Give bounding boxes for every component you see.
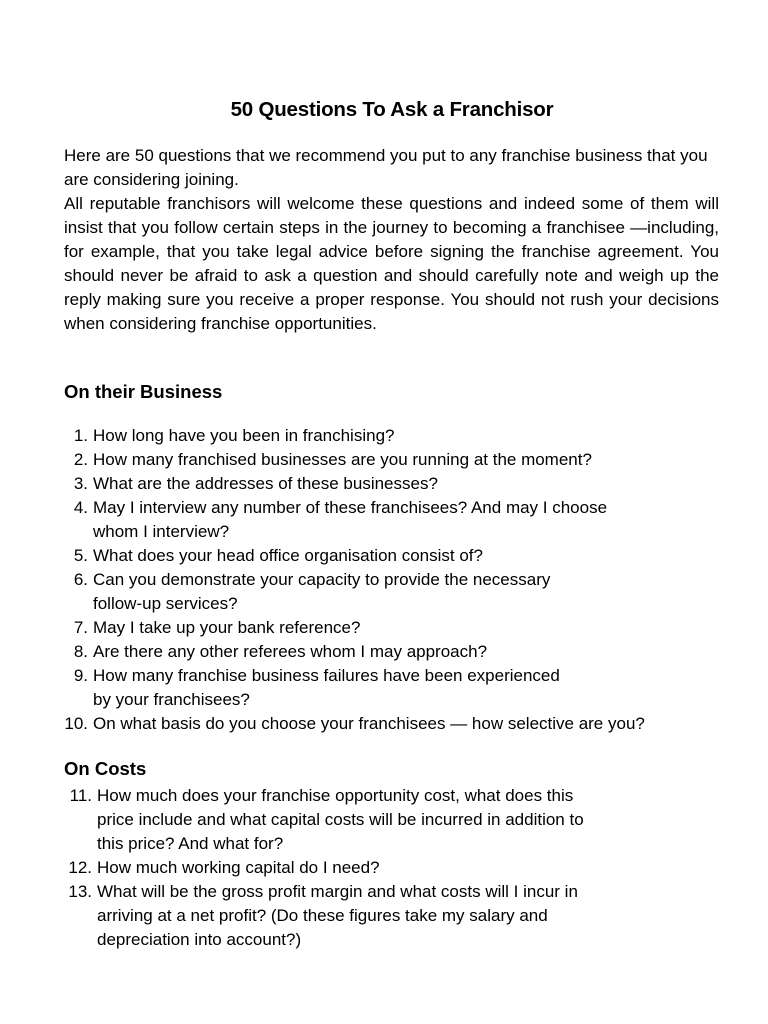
question-item xyxy=(64,544,724,568)
question-line: this price? And what for? xyxy=(97,834,284,853)
question-number: 8. xyxy=(73,642,88,661)
question-text xyxy=(93,616,724,640)
question-item xyxy=(64,448,724,472)
question-text xyxy=(93,424,724,448)
question-item xyxy=(64,424,724,448)
question-line: Are there any other referees whom I may approach? xyxy=(93,642,488,661)
question-line: arriving at a net profit? (Do these figures take my salary and xyxy=(97,906,548,925)
question-line: On what basis do you choose your franchisees — how selective are you? xyxy=(93,714,645,733)
question-text xyxy=(93,496,724,544)
question-item xyxy=(64,568,724,616)
question-number: 1. xyxy=(73,426,88,445)
page-title: 50 Questions To Ask a Franchisor xyxy=(230,98,554,121)
question-item xyxy=(64,664,724,712)
question-line: What does your head office organisation consist of? xyxy=(93,546,483,565)
question-item xyxy=(64,472,724,496)
question-item xyxy=(64,784,724,856)
question-text xyxy=(93,472,724,496)
question-line: May I take up your bank reference? xyxy=(93,618,361,637)
question-line: How long have you been in franchising? xyxy=(93,426,395,445)
question-number: 6. xyxy=(73,570,88,589)
question-number: 2. xyxy=(73,450,88,469)
question-text xyxy=(93,664,724,712)
question-line: follow-up services? xyxy=(93,594,238,613)
question-text xyxy=(97,856,724,880)
question-number: 3. xyxy=(73,474,88,493)
section-heading-costs: On Costs xyxy=(64,758,147,779)
question-line: What are the addresses of these businesses? xyxy=(93,474,438,493)
question-number: 9. xyxy=(73,666,88,685)
question-item xyxy=(64,712,724,736)
intro-text xyxy=(64,144,719,336)
section-heading-business: On their Business xyxy=(64,381,223,402)
question-item xyxy=(64,880,724,952)
question-number: 12. xyxy=(68,858,92,877)
question-line: Can you demonstrate your capacity to provide the necessary xyxy=(93,570,551,589)
question-list-costs xyxy=(64,784,724,952)
question-line: What will be the gross profit margin and what costs will I incur in xyxy=(97,882,578,901)
question-number: 5. xyxy=(73,546,88,565)
question-text xyxy=(93,712,724,736)
question-number: 4. xyxy=(73,498,88,517)
intro-paragraph-1: Here are 50 questions that we recommend you put to any franchise business that you are considering joining. xyxy=(64,146,708,189)
question-list-business xyxy=(64,424,724,736)
question-line: How much working capital do I need? xyxy=(97,858,380,877)
question-line: How many franchised businesses are you running at the moment? xyxy=(93,450,592,469)
question-number: 7. xyxy=(73,618,88,637)
question-number: 13. xyxy=(68,882,92,901)
question-line: depreciation into account?) xyxy=(97,930,302,949)
question-text xyxy=(93,568,724,616)
question-number: 11. xyxy=(69,786,92,805)
question-line: price include and what capital costs will be incurred in addition to xyxy=(97,810,584,829)
question-line: May I interview any number of these franchisees? And may I choose xyxy=(93,498,608,517)
question-text xyxy=(97,784,724,856)
question-item xyxy=(64,616,724,640)
question-line: by your franchisees? xyxy=(93,690,250,709)
question-line: How many franchise business failures have been experienced xyxy=(93,666,560,685)
intro-paragraph-2: All reputable franchisors will welcome these questions and indeed some of them will insist that you follow certain steps in the journey to becoming a franchisee —including, for example, that you take legal advice before signing the franchise agreement. You should never be afraid to ask a question and should carefully note and weigh up the reply making sure you receive a proper response. You should not rush your decisions when considering franchise opportunities. xyxy=(64,194,719,333)
question-text xyxy=(93,640,724,664)
question-number: 10. xyxy=(64,714,88,733)
question-item xyxy=(64,496,724,544)
question-text xyxy=(93,448,724,472)
question-line: How much does your franchise opportunity cost, what does this xyxy=(97,786,574,805)
question-text xyxy=(93,544,724,568)
question-item xyxy=(64,640,724,664)
question-item xyxy=(64,856,724,880)
question-text xyxy=(97,880,724,952)
question-line: whom I interview? xyxy=(93,522,230,541)
